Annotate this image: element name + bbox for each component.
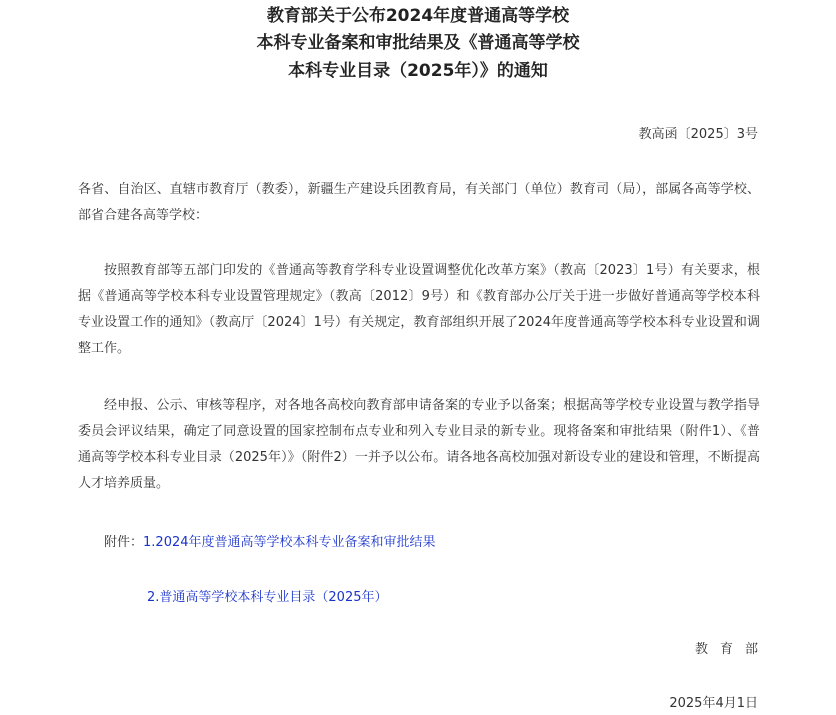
body-paragraph-2: 经申报、公示、审核等程序，对各地各高校向教育部申请备案的专业予以备案；根据高等学校专业设置与教学指导委员会评议结果，确定了同意设置的国家控制布点专业和列入专业目录的新专业。现将备案和审批结果（附件1）、《普通高等学校本科专业目录（2025年）》（附件2）一并予以公布。请各地各高校加强对新设专业的建设和管理，不断提高人才培养质量。 xyxy=(78,398,760,491)
salutation: 各省、自治区、直辖市教育厅（教委），新疆生产建设兵团教育局，有关部门（单位）教育司（局），部属各高等学校、部省合建各高等学校： xyxy=(78,182,760,223)
notice-title-line-2: 本科专业备案和审批结果及《普通高等学校 xyxy=(256,33,580,53)
notice-title-line-1: 教育部关于公布2024年度普通高等学校 xyxy=(266,6,570,26)
attachment-row-2 xyxy=(147,585,388,611)
attachment-link-2[interactable]: 2.普通高等学校本科专业目录（2025年） xyxy=(147,590,388,605)
issuer-signature: 教育部 xyxy=(694,642,770,657)
notice-title-line-3: 本科专业目录（2025年）》的通知 xyxy=(288,61,548,81)
issue-date: 2025年4月1日 xyxy=(669,696,758,711)
attachment-link-1[interactable]: 1.2024年度普通高等学校本科专业备案和审批结果 xyxy=(143,535,436,550)
attachment-label: 附件： xyxy=(104,535,144,550)
attachment-row-1 xyxy=(104,530,436,556)
body-paragraph-1: 按照教育部等五部门印发的《普通高等教育学科专业设置调整优化改革方案》（教高〔2023〕1号）有关要求，根据《普通高等学校本科专业设置管理规定》（教高〔2012〕9号）和《教育部办公厅关于进一步做好普通高等学校本科专业设置工作的通知》（教高厅〔2024〕1号）有关规定，教育部组织开展了2024年度普通高等学校本科专业设置和调整工作。 xyxy=(78,263,760,356)
document-number: 教高函〔2025〕3号 xyxy=(638,127,758,142)
